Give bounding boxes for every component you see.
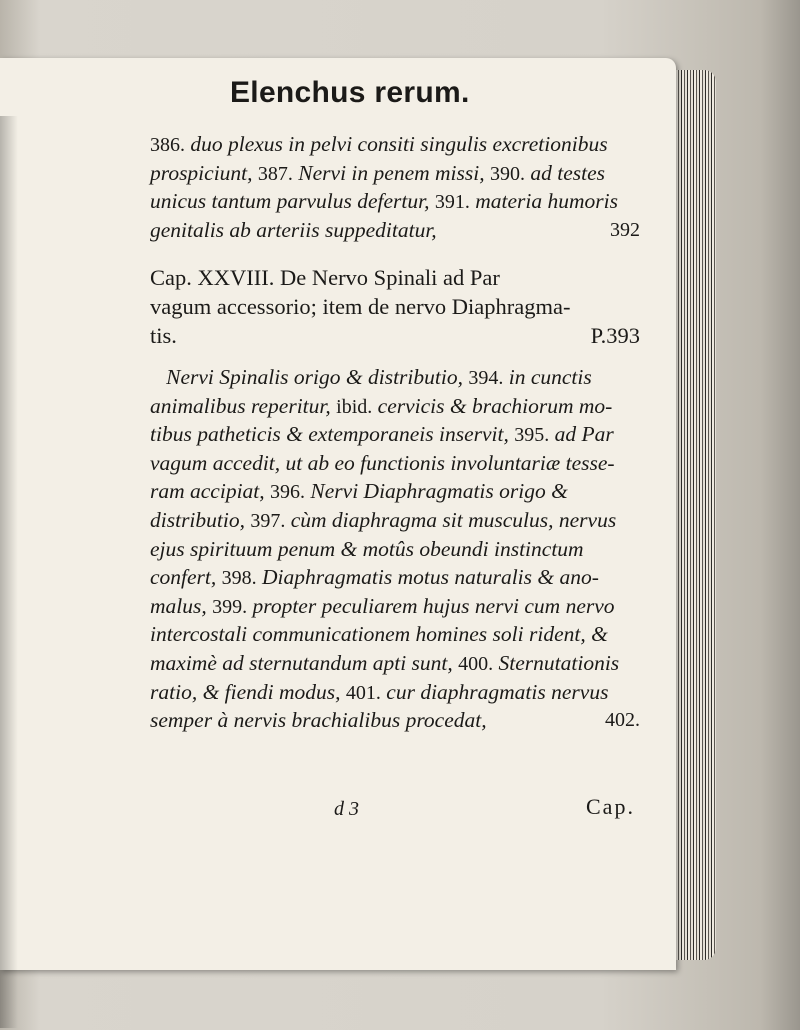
text-line: ejus spirituum penum & motûs obeundi instinctum (150, 536, 584, 561)
text-line: Nervi Spinalis origo & distributio, 394. in cunctis (166, 365, 592, 389)
catchword: Cap. (586, 794, 635, 819)
text-line: tibus patheticis & extemporaneis inservit, 395. ad Par (150, 422, 614, 447)
chapter-title-line: vagum accessorio; item de nervo Diaphragma- (150, 293, 571, 319)
bleed-through-ink (120, 678, 540, 818)
page-edges (676, 70, 716, 960)
text-line: ram accipiat, 396. Nervi Diaphragmatis origo & (150, 479, 568, 504)
page-text (0, 58, 676, 970)
text-line: animalibus reperitur, ibid. cervicis & brachiorum mo- (150, 393, 613, 418)
text-line: prospiciunt, 387. Nervi in penem missi, 390. ad testes (150, 160, 605, 185)
text-line: vagum accedit, ut ab eo functionis involuntariæ tesse- (150, 450, 615, 475)
text-line: intercostali communicationem homines soli rident, & (150, 622, 608, 647)
text-line: semper à nervis brachialibus procedat, 402. (150, 708, 640, 733)
text-line: maximè ad sternutandum apti sunt, 400. Sternutationis (150, 650, 620, 675)
chapter-title-line: Cap. XXVIII. De Nervo Spinali ad Par (150, 265, 500, 290)
book-page (0, 58, 676, 970)
text-line: confert, 398. Diaphragmatis motus naturalis & ano- (150, 565, 599, 590)
text-line: distributio, 397. cùm diaphragma sit musculus, nervus (150, 507, 617, 532)
text-line: ratio, & fiendi modus, 401. cur diaphragmatis nervus (150, 679, 609, 704)
chapter-heading (150, 264, 640, 350)
chapter-title-line: tis. P.393 (150, 322, 640, 351)
running-header: Elenchus rerum. (230, 76, 470, 109)
text-line: unicus tantum parvulus defertur, 391. materia humoris (150, 189, 618, 214)
text-line: malus, 399. propter peculiarem hujus nervi cum nervo (150, 593, 615, 618)
text-line: genitalis ab arteriis suppeditatur, 392 (150, 217, 640, 242)
signature-mark: d 3 (334, 798, 359, 820)
chapter-page-number: P.393 (590, 322, 640, 348)
text-line: 386. duo plexus in pelvi consiti singulis excretionibus (150, 132, 608, 156)
index-entries-top (150, 130, 640, 244)
